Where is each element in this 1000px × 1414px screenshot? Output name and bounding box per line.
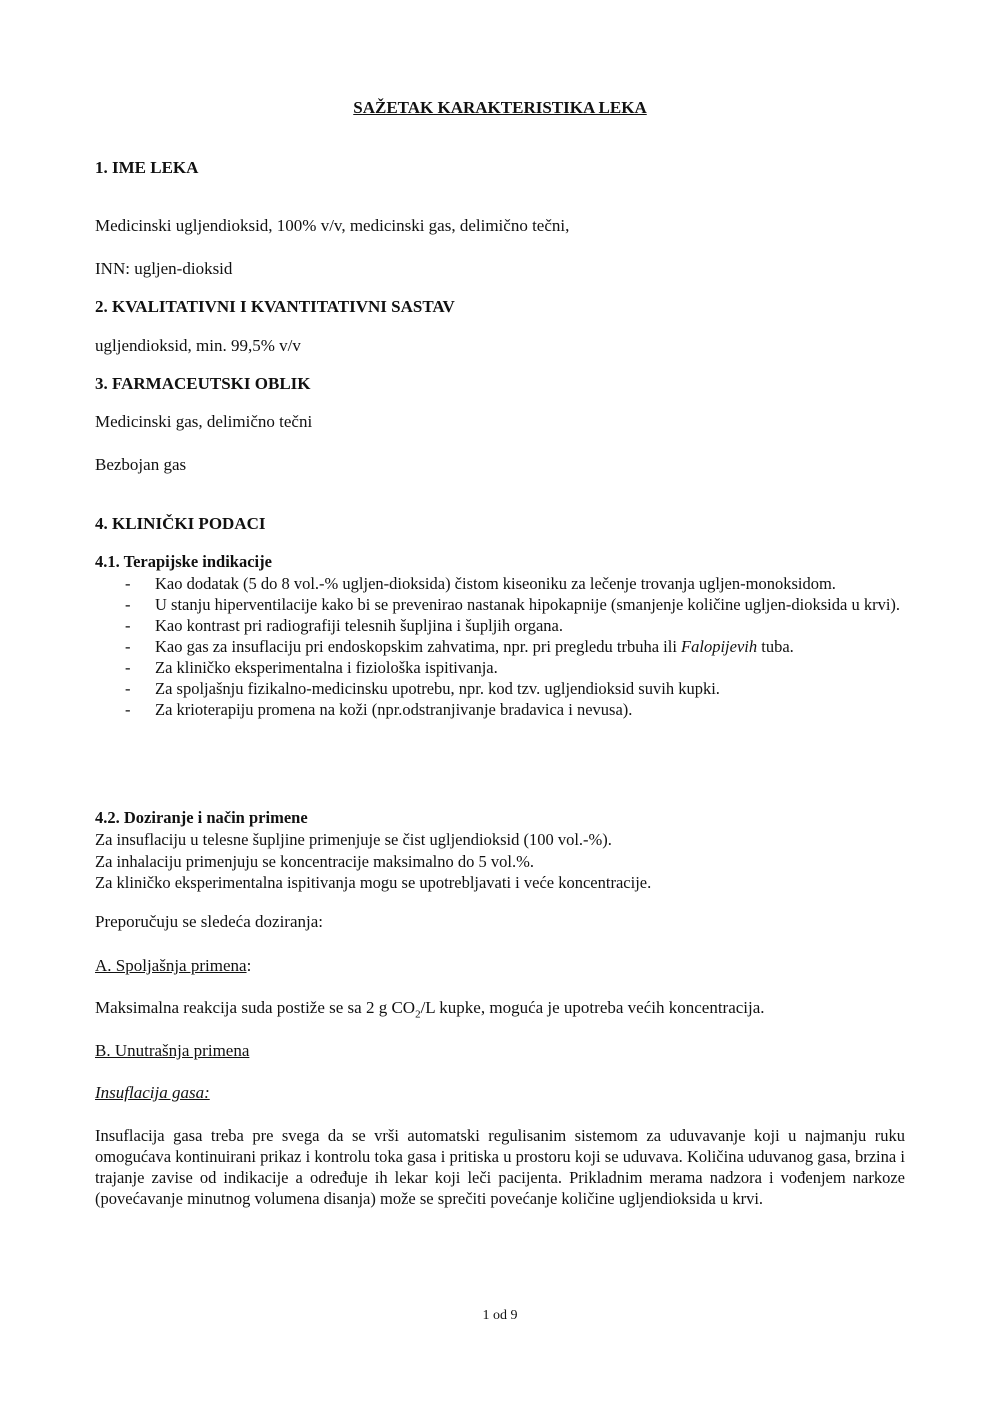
external-use-label: A. Spoljašnja primena — [95, 956, 247, 975]
list-item — [95, 699, 905, 720]
section-4-heading: 4. KLINIČKI PODACI — [95, 514, 266, 533]
dash-bullet: - — [125, 637, 131, 656]
section-1-heading: 1. IME LEKA — [95, 158, 199, 177]
form-line-1: Medicinski gas, delimično tečni — [95, 412, 313, 431]
list-item-text: Kao gas za insuflaciju pri endoskopskim zahvatima, npr. pri pregledu trbuha ili — [155, 637, 677, 656]
list-item-text: Kao kontrast pri radiografiji telesnih šupljina i šupljih organa. — [155, 616, 563, 635]
inn-line: INN: ugljen-dioksid — [95, 259, 233, 278]
dash-bullet: - — [125, 616, 131, 635]
page-number: 1 od 9 — [482, 1308, 518, 1323]
dosing-line: Za insuflaciju u telesne šupljine primenjuje se čist ugljendioksid (100 vol.-%). — [95, 830, 612, 849]
indications-list — [95, 573, 905, 720]
list-item-text: Za spoljašnju fizikalno-medicinsku upotrebu, npr. kod tzv. ugljendioksid suvih kupki. — [155, 679, 720, 698]
list-item-text-end: tuba. — [757, 637, 794, 656]
list-item-text: U stanju hiperventilacije kako bi se prevenirao nastanak hipokapnije (smanjenje količine ugljen-dioksida u krvi). — [155, 595, 901, 614]
dash-bullet: - — [125, 574, 131, 593]
italic-term: Falopijevih — [681, 637, 758, 656]
insufflation-paragraph: Insuflacija gasa treba pre svega da se vrši automatski regulisanim sistemom za uduvavanje koji u najmanju ruku omogućava kontinuirani prikaz i kontrolu toka gasa i pritiska u prostoru koji se uduvava. Količina uduvanog gasa, brzina i trajanje zavise od indikacije a određuje ih lekar koji leči pacijenta. Prikladnim merama nadzora i vođenjem narkoze (povećavanje minutnog volumena disanja) može se sprečiti povećanje količine ugljendioksida u krvi. — [95, 1126, 905, 1208]
dash-bullet: - — [125, 700, 131, 719]
external-use-text — [95, 998, 765, 1020]
section-4-2-heading: 4.2. Doziranje i način primene — [95, 808, 308, 827]
external-use-text-start: Maksimalna reakcija suda postiže se sa 2 g CO — [95, 998, 416, 1017]
list-item — [95, 657, 905, 678]
list-item — [95, 594, 905, 615]
section-4-1-heading: 4.1. Terapijske indikacije — [95, 552, 272, 571]
list-item — [95, 678, 905, 699]
list-item — [95, 636, 905, 657]
list-item-text: Kao dodatak (5 do 8 vol.-% ugljen-dioksida) čistom kiseoniku za lečenje trovanja ugljen-monoksidom. — [155, 574, 836, 593]
drug-name-line: Medicinski ugljendioksid, 100% v/v, medicinski gas, delimično tečni, — [95, 216, 570, 235]
insufflation-heading: Insuflacija gasa: — [95, 1083, 210, 1102]
list-item — [95, 573, 905, 594]
composition-line: ugljendioksid, min. 99,5% v/v — [95, 336, 301, 355]
subscript-2: 2 — [415, 1008, 421, 1021]
colon: : — [246, 956, 252, 975]
dosing-line: Za inhalaciju primenjuju se koncentracije maksimalno do 5 vol.%. — [95, 851, 534, 871]
recommendation-line: Preporučuju se sledeća doziranja: — [95, 912, 323, 931]
form-line-2: Bezbojan gas — [95, 455, 187, 474]
list-item-text: Za kliničko eksperimentalna i fiziološka ispitivanja. — [155, 658, 498, 677]
dash-bullet: - — [125, 658, 131, 677]
section-2-heading: 2. KVALITATIVNI I KVANTITATIVNI SASTAV — [95, 297, 455, 316]
list-item-text: Za krioterapiju promena na koži (npr.odstranjivanje bradavica i nevusa). — [155, 700, 633, 719]
document-title: SAŽETAK KARAKTERISTIKA LEKA — [353, 98, 647, 117]
dash-bullet: - — [125, 595, 131, 614]
external-use-text-end: /L kupke, moguća je upotreba većih koncentracija. — [420, 998, 765, 1017]
external-use-heading — [95, 956, 251, 976]
dosing-lines — [95, 829, 915, 894]
dash-bullet: - — [125, 679, 131, 698]
section-3-heading: 3. FARMACEUTSKI OBLIK — [95, 374, 311, 393]
dosing-line: Za kliničko eksperimentalna ispitivanja mogu se upotrebljavati i veće koncentracije. — [95, 873, 652, 892]
internal-use-heading: B. Unutrašnja primena — [95, 1041, 250, 1060]
list-item — [95, 615, 905, 636]
